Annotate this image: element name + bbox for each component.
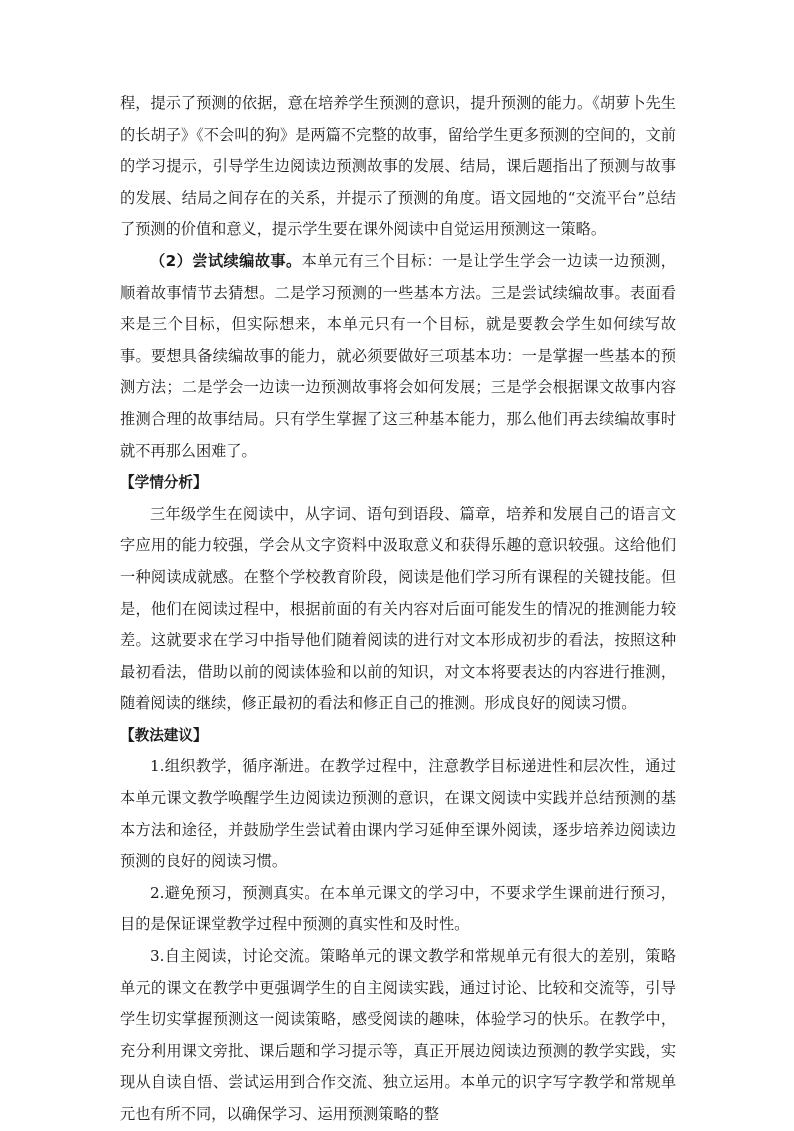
suggestion-item-1: 1.组织教学，循序渐进。在教学过程中，注意教学目标递进性和层次性，通过本单元课文教学唤醒学生边阅读边预测的意识，在课文阅读中实践并总结预测的基本方法和途径，并鼓励学生尝试着由课内学习延伸至课外阅读，逐步培养边阅读边预测的良好的阅读习惯。 bbox=[120, 757, 676, 871]
paragraph-student-analysis: 三年级学生在阅读中，从字词、语句到语段、篇章，培养和发展自己的语言文字应用的能力较强，学会从文字资料中汲取意义和获得乐趣的意识较强。这给他们一种阅读成就感。在整个学校教育阶段，阅读是他们学习所有课程的关键技能。但是，他们在阅读过程中，根据前面的有关内容对后面可能发生的情况的推测能力较差。这就要求在学习中指导他们随着阅读的进行对文本形成初步的看法，按照这种最初看法，借助以前的阅读体验和以前的知识，对文本将要表达的内容进行推测，随着阅读的继续，修正最初的看法和修正自己的推测。形成良好的阅读习惯。 bbox=[120, 504, 676, 713]
paragraph-continuation: 程，提示了预测的依据，意在培养学生预测的意识，提升预测的能力。《胡萝卜先生的长胡子》《不会叫的狗》是两篇不完整的故事，留给学生更多预测的空间的，文前的学习提示，引导学生边阅读边预测故事的发展、结局，课后题指出了预测与故事的发展、结局之间存在的关系，并提示了预测的角度。语文园地的“交流平台”总结了预测的价值和意义，提示学生要在课外阅读中自觉运用预测这一策略。 bbox=[120, 94, 676, 239]
heading-teaching-suggestions: 【教法建议】 bbox=[120, 726, 208, 744]
suggestion-item-3: 3.自主阅读，讨论交流。策略单元的课文教学和常规单元有很大的差别，策略单元的课文在教学中更强调学生的自主阅读实践，通过讨论、比较和交流等，引导学生切实掌握预测这一阅读策略，感受阅读的趣味，体验学习的快乐。在教学中，充分利用课文旁批、课后题和学习提示等，真正开展边阅读边预测的教学实践，实现从自读自悟、尝试运用到合作交流、独立运用。本单元的识字写字教学和常规单元也有所不同，以确保学习、运用预测策略的整 bbox=[120, 947, 676, 1123]
suggestion-item-2: 2.避免预习，预测真实。在本单元课文的学习中，不要求学生课前进行预习，目的是保证课堂教学过程中预测的真实性和及时性。 bbox=[120, 883, 676, 934]
subsection-text: 本单元有三个目标：一是让学生学会一边读一边预测，顺着故事情节去猜想。二是学习预测的一些基本方法。三是尝试续编故事。表面看来是三个目标，但实际想来，本单元只有一个目标，就是要教会学生如何续写故事。要想具备续编故事的能力，就必须要做好三项基本功：一是掌握一些基本的预测方法；二是学会一边读一边预测故事将会如何发展；三是学会根据课文故事内容推测合理的故事结局。只有学生掌握了这三种基本能力，那么他们再去续编故事时就不再那么困难了。 bbox=[120, 251, 676, 460]
paragraph-continue-story bbox=[120, 246, 676, 467]
heading-student-analysis: 【学情分析】 bbox=[120, 474, 208, 492]
subsection-lead: （2）尝试续编故事。 bbox=[150, 251, 302, 270]
document-page bbox=[120, 88, 676, 1131]
